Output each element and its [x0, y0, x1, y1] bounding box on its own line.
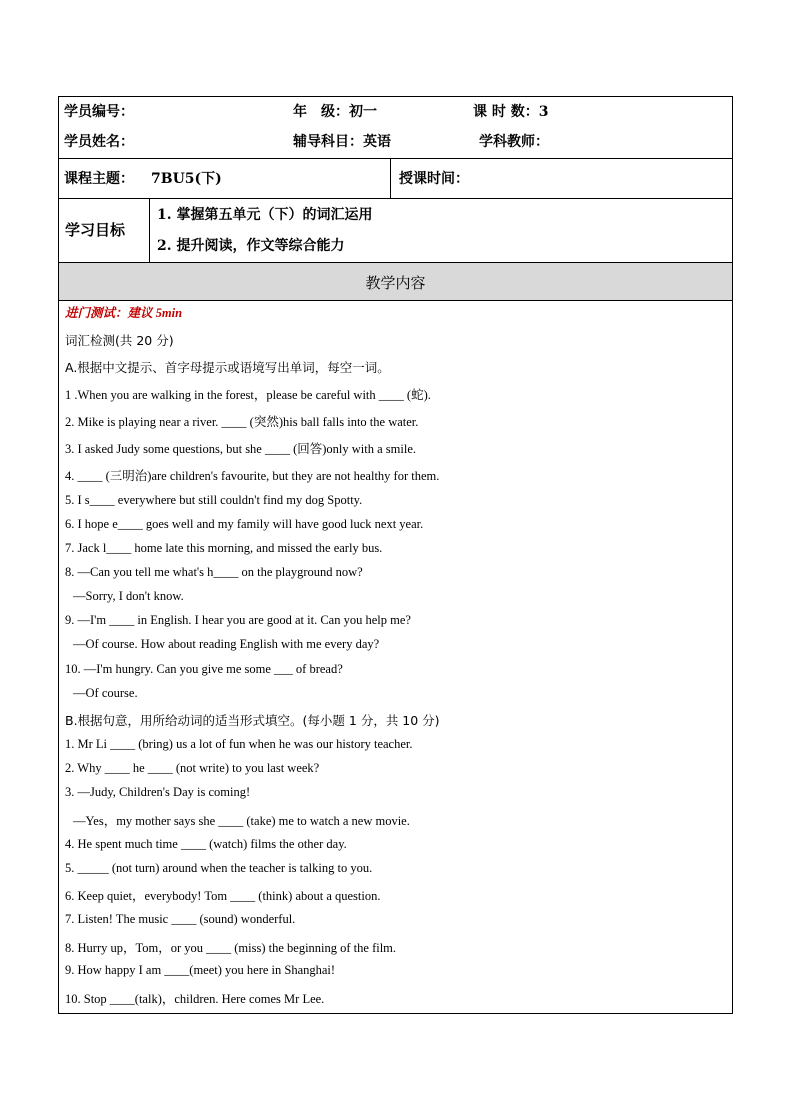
subject-label: 辅导科目：英语 [293, 134, 391, 150]
test-intro [65, 303, 182, 321]
topic-value: 7BU5(下) [151, 171, 222, 187]
list-item: —Sorry, I don't know. [73, 589, 184, 603]
student-name-label: 学员姓名： [64, 134, 134, 150]
teaching-content-row [59, 263, 732, 301]
goal-item: 1. 掌握第五单元（下）的词汇运用 [157, 207, 373, 223]
list-item: 6. I hope e____ goes well and my family will have good luck next year. [65, 517, 424, 531]
list-item: 1 .When you are walking in the forest，please be careful with ____ (蛇). [65, 388, 431, 402]
section-b-title: B.根据句意，用所给动词的适当形式填空。(每小题 1 分，共 10 分) [65, 713, 440, 728]
list-item: 8. —Can you tell me what's h____ on the playground now? [65, 565, 363, 579]
lesson-sheet [58, 96, 733, 1014]
list-item: 4. He spent much time ____ (watch) films the other day. [65, 837, 347, 851]
hours-label: 课 时 数：3 [473, 104, 549, 120]
list-item: 10. —I'm hungry. Can you give me some ___ of bread? [65, 662, 343, 676]
list-item: 5. _____ (not turn) around when the teacher is talking to you. [65, 861, 373, 875]
goals-row [59, 199, 732, 263]
student-no-label: 学员编号： [64, 104, 134, 120]
list-item: 3. I asked Judy some questions, but she ____ (回答)only with a smile. [65, 442, 417, 456]
course-divider [390, 159, 391, 198]
list-item: 4. ____ (三明治)are children's favourite, but they are not healthy for them. [65, 469, 440, 483]
header-row [59, 97, 732, 159]
time-label: 授课时间： [399, 171, 469, 187]
list-item: 2. Why ____ he ____ (not write) to you last week? [65, 761, 320, 775]
list-item: 2. Mike is playing near a river. ____ (突然)his ball falls into the water. [65, 415, 419, 429]
list-item: 10. Stop ____(talk)，children. Here comes Mr Lee. [65, 992, 325, 1006]
goals-label: 学习目标 [65, 221, 126, 239]
teacher-label: 学科教师： [479, 134, 549, 150]
topic-label: 课程主题： [64, 171, 134, 187]
list-item: 9. How happy I am ____(meet) you here in Shanghai! [65, 963, 336, 977]
section-a-title: A.根据中文提示、首字母提示或语境写出单词，每空一词。 [65, 360, 390, 375]
goals-divider [149, 199, 150, 262]
list-item: 5. I s____ everywhere but still couldn't find my dog Spotty. [65, 493, 363, 507]
list-item: 8. Hurry up，Tom，or you ____ (miss) the beginning of the film. [65, 941, 397, 955]
list-item: 7. Jack l____ home late this morning, and missed the early bus. [65, 541, 383, 555]
list-item: 9. —I'm ____ in English. I hear you are good at it. Can you help me? [65, 613, 411, 627]
list-item: 7. Listen! The music ____ (sound) wonderful. [65, 912, 296, 926]
goal-item: 2. 提升阅读，作文等综合能力 [157, 238, 345, 254]
list-item: 3. —Judy, Children's Day is coming! [65, 785, 251, 799]
list-item: —Yes，my mother says she ____ (take) me to watch a new movie. [73, 814, 410, 828]
course-row [59, 159, 732, 199]
list-item: —Of course. [73, 686, 138, 700]
list-item: 6. Keep quiet，everybody! Tom ____ (think) about a question. [65, 889, 381, 903]
teaching-content-label: 教学内容 [365, 274, 426, 292]
list-item: 1. Mr Li ____ (bring) us a lot of fun when he was our history teacher. [65, 737, 413, 751]
test-intro-label: 进门测试： [65, 306, 128, 320]
test-title: 词汇检测(共 20 分) [65, 333, 174, 348]
test-suggest: 建议 5min [127, 306, 183, 320]
grade-label: 年 级：初一 [293, 104, 377, 120]
list-item: —Of course. How about reading English with me every day? [73, 637, 380, 651]
